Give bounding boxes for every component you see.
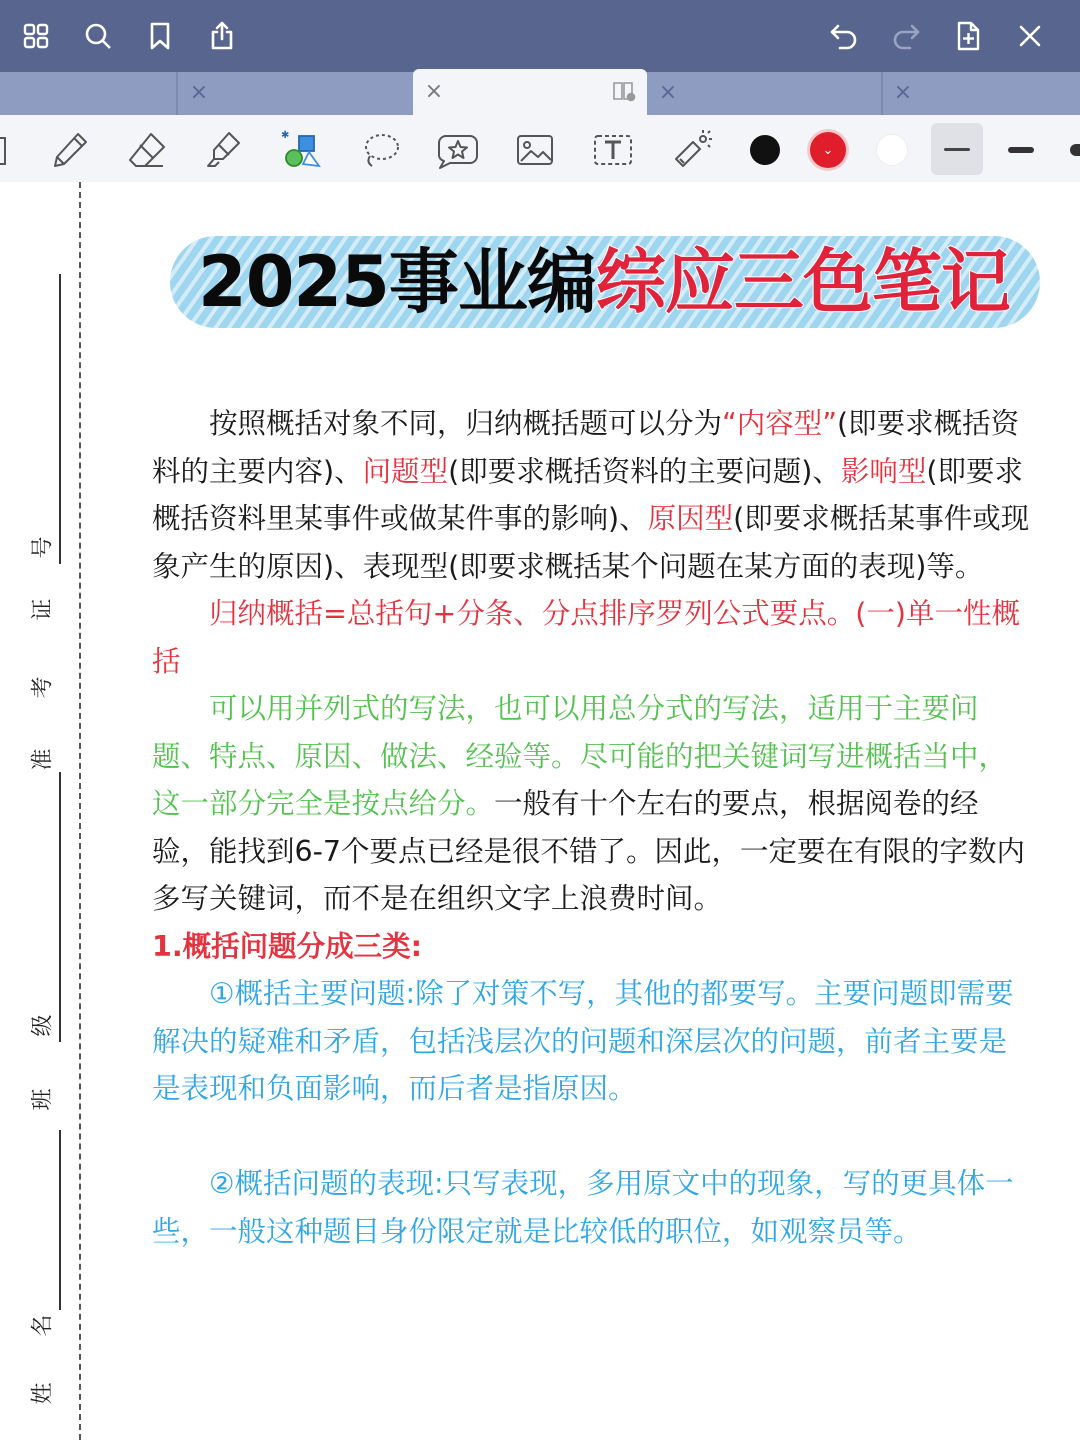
keyword: “内容型”: [722, 407, 838, 440]
margin-label: 准: [30, 748, 56, 771]
binding-dashed-line: [79, 182, 81, 1440]
green-text: 可以用并列式的写法，也可以用总分式的写法，适用于主要问题、特点、原因、做法、经验等。尽可能的把关键词写进概括当中，这一部分完全是按点给分。: [152, 692, 1008, 820]
text: 按照概括对象不同，归纳概括题可以分为: [209, 407, 723, 440]
text: (即要求概括某事件或现象产生的原因)、表现型(即要求概括某个问题在某方面的表现)等。: [152, 502, 1030, 583]
stroke-thin[interactable]: [931, 123, 983, 175]
paragraph-formula: [152, 590, 1032, 685]
list-item-2: [152, 1160, 1032, 1255]
undo-icon[interactable]: [822, 14, 866, 58]
redo-icon[interactable]: [884, 14, 928, 58]
text: 归纳概括=总括句+分条、分点排序罗列公式要点。(一)单一性概括: [152, 597, 1020, 678]
margin-line: [59, 1130, 61, 1310]
image-icon[interactable]: [510, 125, 560, 175]
tab-2-active[interactable]: [413, 69, 647, 115]
margin-label: 考: [30, 676, 56, 699]
tab-close-icon[interactable]: ×: [658, 80, 678, 105]
margin-line: [59, 772, 61, 1042]
keyword: 问题型: [362, 454, 449, 488]
text-tool-icon[interactable]: [588, 125, 638, 175]
note-body: [152, 400, 1032, 1255]
margin-label: 班: [30, 1088, 56, 1111]
color-black[interactable]: [740, 125, 790, 175]
text: (即要求概括资料里某事件或做某件事的影响)、: [152, 454, 1024, 535]
tab-strip: [0, 72, 1080, 115]
keyword: 影响型: [840, 454, 927, 488]
eraser-icon[interactable]: [122, 125, 172, 175]
svg-text:✱: ✱: [281, 130, 290, 141]
margin-label: 证: [30, 598, 56, 621]
text: ②概括问题的表现:只写表现，多用原文中的现象，写的更具体一些，一般这种题目身份限定就是比较低的职位，如观察员等。: [152, 1167, 1014, 1248]
list-item-1: [152, 970, 1032, 1113]
highlighter-icon[interactable]: [198, 125, 248, 175]
text: (即要求概括资料的主要内容)、: [152, 407, 1020, 488]
stroke-medium[interactable]: [996, 125, 1046, 175]
margin-label: 姓: [30, 1382, 56, 1405]
section-heading: 1.概括问题分成三类:: [152, 929, 423, 963]
close-icon[interactable]: [1008, 14, 1052, 58]
partial-icon: [0, 137, 6, 165]
laser-pointer-icon[interactable]: [666, 125, 716, 175]
text: (即要求概括资料的主要问题)、: [448, 454, 841, 488]
paragraph-types: [152, 400, 1032, 590]
bookmark-icon[interactable]: [138, 14, 182, 58]
text: ①概括主要问题:除了对策不写，其他的都要写。主要问题即需要解决的疑难和矛盾，包括浅层次的问题和深层次的问题，前者主要是是表现和负面影响，而后者是指原因。: [152, 977, 1014, 1105]
tab-3[interactable]: [647, 72, 883, 115]
margin-label: 名: [30, 1314, 56, 1337]
search-icon[interactable]: [76, 14, 120, 58]
pen-icon[interactable]: [45, 125, 95, 175]
keyword: 原因型: [647, 502, 734, 535]
margin-label: 级: [30, 1014, 56, 1037]
blank-line: [152, 1113, 1032, 1161]
tab-close-icon[interactable]: ×: [424, 79, 444, 104]
tab-close-icon[interactable]: ×: [893, 80, 913, 105]
text: 一般有十个左右的要点，根据阅卷的经验，能找到6-7个要点已经是很不错了。因此，一定要在有限的字数内多写关键词，而不是在组织文字上浪费时间。: [152, 787, 1026, 915]
grid-icon[interactable]: [14, 14, 58, 58]
page-title: [170, 236, 1040, 328]
stroke-thick[interactable]: [1058, 125, 1080, 175]
drawing-toolbar: [0, 115, 1080, 183]
margin-label: 号: [30, 536, 56, 559]
lasso-icon[interactable]: [355, 125, 405, 175]
add-page-icon[interactable]: [946, 14, 990, 58]
color-red[interactable]: ⌄: [803, 125, 853, 175]
document-icon: [611, 79, 637, 103]
document-page[interactable]: [0, 182, 1080, 1440]
paragraph-writing-method: [152, 685, 1032, 923]
margin-line: [59, 274, 61, 564]
color-white[interactable]: [867, 125, 917, 175]
tab-close-icon[interactable]: ×: [189, 80, 209, 105]
title-red-part: 综应三色笔记: [595, 241, 1010, 323]
sticker-icon[interactable]: [433, 125, 483, 175]
title-black-part: 2025事业编: [198, 241, 596, 323]
tab-1[interactable]: [0, 72, 178, 115]
shapes-icon[interactable]: [276, 125, 326, 175]
share-icon[interactable]: [200, 14, 244, 58]
top-nav-bar: [0, 0, 1080, 72]
